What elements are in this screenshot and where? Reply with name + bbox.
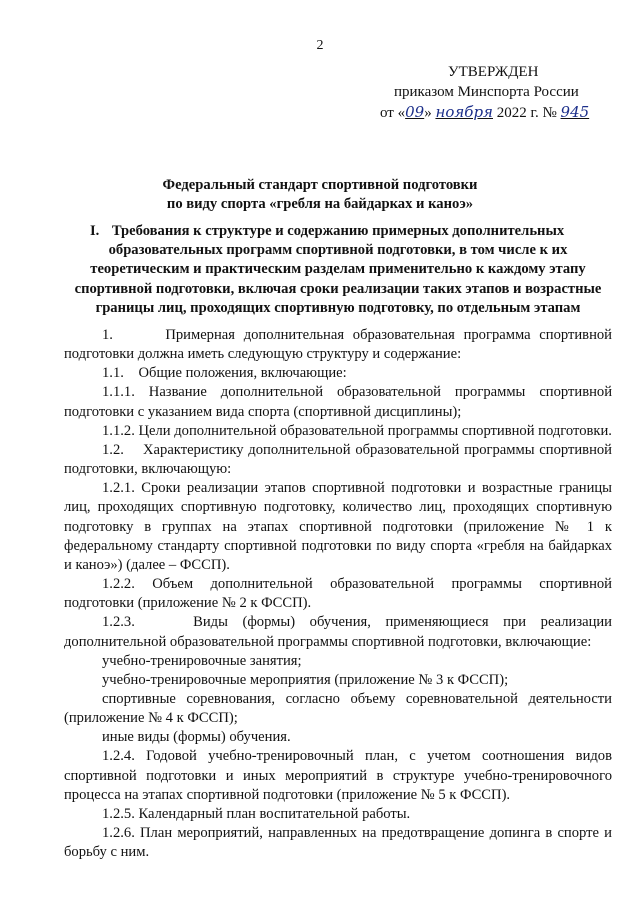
handwritten-day: 09 <box>405 103 425 121</box>
list-item: учебно-тренировочные мероприятия (приложение № 3 к ФССП); <box>102 671 509 688</box>
title-line-1: Федеральный стандарт спортивной подготовки <box>162 177 478 193</box>
section-number: I. <box>90 223 100 239</box>
paragraph: 1.2.1. Сроки реализации этапов спортивной подготовки и возрастные границы лиц, проходящих спортивную подготовку, количество лиц, проходящих спортивную подготовку в группах на этапах спортивной подготовки (приложение № 1 к федеральному стандарту спортивной подготовки по виду спорта «гребля на байдарках и каноэ») (далее – ФССП). <box>64 480 612 573</box>
approval-block <box>380 62 620 123</box>
paragraph: 1.2.6. План мероприятий, направленных на предотвращение допинга в спорте и борьбу с ним. <box>64 825 612 861</box>
paragraph: 1.2.4. Годовой учебно-тренировочный план, с учетом соотношения видов спортивной подготовки и иных мероприятий в структуре учебно-тренировочного процесса на этапах спортивной подготовки (приложение № 5 к ФССП). <box>64 748 612 803</box>
paragraph: 1.2.2. Объем дополнительной образовательной программы спортивной подготовки (приложение № 2 к ФССП). <box>64 576 612 612</box>
approval-order-line: приказом Минспорта России <box>394 84 579 100</box>
list-item: иные виды (формы) обучения. <box>102 729 291 746</box>
section-heading-text: Требования к структуре и содержанию примерных дополнительных образовательных программ спортивной подготовки, в том числе к их теоретическим и практическим разделам применительно к каждому этапу спортивной подготовки, включая сроки реализации таких этапов и возрастные границы лиц, проходящих спортивную подготовку, по отдельным этапам <box>74 223 602 316</box>
date-year: 2022 г. № <box>493 105 561 121</box>
paragraph: 1.2. Характеристику дополнительной образовательной программы спортивной подготовки, включающую: <box>64 441 612 478</box>
section-heading <box>64 222 612 318</box>
paragraph: 1.1.1. Название дополнительной образовательной программы спортивной подготовки с указанием вида спорта (спортивной дисциплины); <box>64 384 612 420</box>
approval-date-line <box>380 102 620 123</box>
list-item: спортивные соревнования, согласно объему соревновательной деятельности (приложение № 4 к ФССП); <box>64 690 612 727</box>
date-prefix: от « <box>380 105 406 121</box>
paragraph: 1.2.3. Виды (формы) обучения, применяющиеся при реализации дополнительной образовательной программы спортивной подготовки, включающие: <box>64 614 612 650</box>
title-line-2: по виду спорта «гребля на байдарках и каноэ» <box>166 196 474 212</box>
paragraph: 1.1. Общие положения, включающие: <box>102 365 347 382</box>
page-number: 2 <box>316 38 324 53</box>
paragraph: 1. Примерная дополнительная образовательная программа спортивной подготовки должна иметь следующую структуру и содержание: <box>64 327 612 363</box>
handwritten-month: ноября <box>435 103 493 121</box>
document-title <box>60 176 580 214</box>
paragraph: 1.2.5. Календарный план воспитательной работы. <box>102 805 411 822</box>
document-body <box>64 326 612 862</box>
paragraph: 1.1.2. Цели дополнительной образовательной программы спортивной подготовки. <box>102 422 612 439</box>
approval-title: УТВЕРЖДЕН <box>448 64 539 80</box>
handwritten-order-number: 945 <box>560 103 590 121</box>
date-mid: » <box>424 105 436 121</box>
list-item: учебно-тренировочные занятия; <box>102 652 302 669</box>
